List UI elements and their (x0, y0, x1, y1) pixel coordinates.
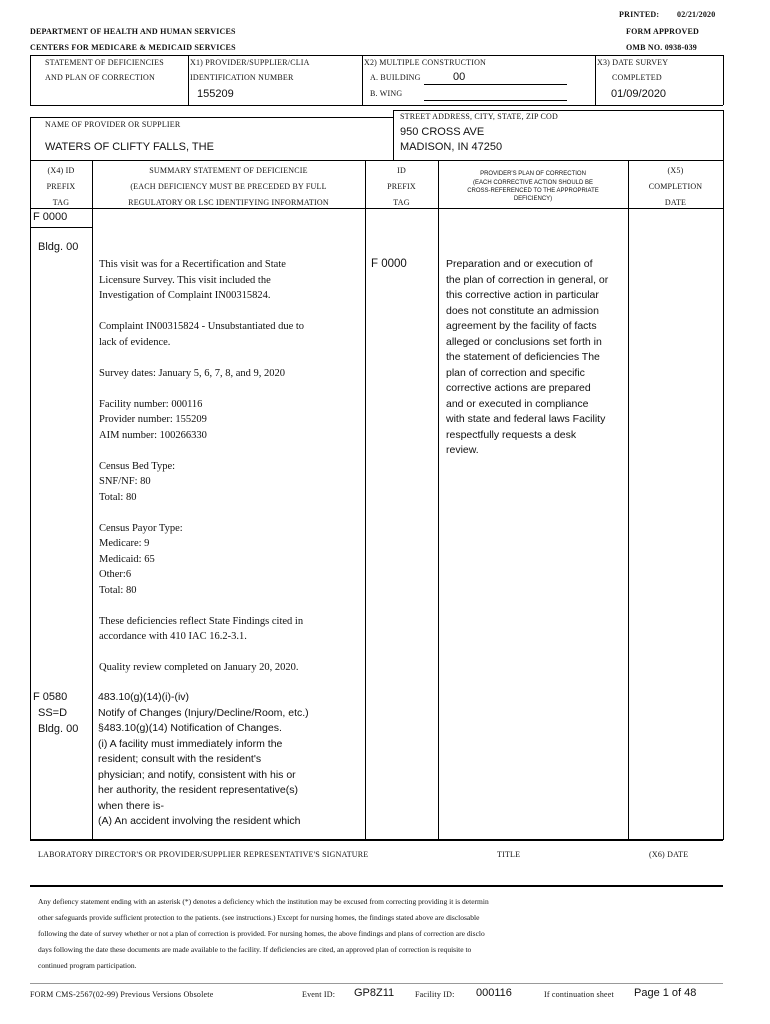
f0580-regulation-text: 483.10(g)(14)(i)-(iv) Notify of Changes (Injury/Decline/Room, etc.) §483.10(g)(14) Notification of Changes. (i) A facility must immediately inform the resident; consult with the resident's physician; and notify, consistent with his or her authority, the resident representative(s) when there is- (A) An accident involving the resident which (98, 691, 309, 827)
id-header-1: ID (397, 166, 406, 175)
building-value: 00 (453, 71, 466, 83)
x2-label: X2) MULTIPLE CONSTRUCTION (364, 58, 487, 67)
tag-f0000: F 0000 (33, 211, 68, 223)
x4-header-1: (X4) ID (47, 166, 75, 175)
plan-header-2: (EACH CORRECTIVE ACTION SHOULD BE (472, 180, 594, 186)
x4-header-2: PREFIX (46, 182, 76, 191)
address-label: STREET ADDRESS, CITY, STATE, ZIP COD (400, 112, 558, 121)
summary-header-2: (EACH DEFICIENCY MUST BE PRECEDED BY FULL (130, 182, 327, 191)
plan-header-4: DEFICIENCY) (513, 196, 553, 202)
provider-name-value: WATERS OF CLIFTY FALLS, THE (45, 141, 214, 153)
survey-date-value: 01/09/2020 (611, 88, 667, 100)
x5-header-2: COMPLETION (648, 182, 703, 191)
x5-header-3: DATE (664, 198, 687, 207)
plan-of-correction: Preparation and or execution of the plan of correction in general, or this corrective action in particular does not constitute an admission agreement by the facility of facts alleged or conclusions set forth in the statement of deficiencies The plan of correction and specific corrective actions are prepared and or executed in compliance with state and federal laws Facility respectfully requests a desk review. (446, 258, 609, 456)
centers-title: CENTERS FOR MEDICARE & MEDICAID SERVICES (30, 43, 236, 52)
x1-label-2: IDENTIFICATION NUMBER (190, 73, 294, 82)
footnote: Any defiency statement ending with an asterisk (*) denotes a deficiency which the institution may be excused from correcting providing it is determin other safeguards provide sufficient protection to the patients. (see instructions.) Except for nursing homes, the findings stated above are disclosable following the date of survey whether or not a plan of correction is provided. For nursing homes, the above findings and plans of correction are disclo days following the date these documents are made available to the facility. If deficiencies are cited, an approved plan of correction is requisite to continued program participation. (38, 897, 489, 970)
continuation-label: If continuation sheet (544, 990, 614, 999)
statement-label-2: AND PLAN OF CORRECTION (45, 73, 155, 82)
id-header-3: TAG (393, 198, 410, 207)
severity-scope: SS=D (38, 707, 68, 719)
form-approved: FORM APPROVED (626, 27, 700, 36)
date-label: (X6) DATE (649, 850, 689, 859)
omb-number: OMB NO. 0938-039 (626, 43, 697, 52)
x1-label-1: X1) PROVIDER/SUPPLIER/CLIA (190, 58, 310, 67)
plan-header-1: PROVIDER'S PLAN OF CORRECTION (480, 171, 586, 177)
summary-paragraph: Census Bed Type: SNF/NF: 80 Total: 80 (99, 460, 176, 503)
event-id-label: Event ID: (302, 990, 336, 999)
summary-statement (99, 257, 361, 691)
event-id-value: GP8Z11 (354, 987, 395, 999)
x3-label-2: COMPLETED (612, 73, 662, 82)
summary-paragraph: Quality review completed on January 20, 2020. (99, 662, 299, 673)
summary-header-3: REGULATORY OR LSC IDENTIFYING INFORMATION (128, 198, 329, 207)
summary-header-1: SUMMARY STATEMENT OF DEFICIENCIE (149, 166, 308, 175)
department-title: DEPARTMENT OF HEALTH AND HUMAN SERVICES (30, 27, 236, 36)
x4-header-3: TAG (52, 198, 70, 207)
summary-paragraph: Survey dates: January 5, 6, 7, 8, and 9, 2020 (99, 367, 286, 379)
address-line-2: MADISON, IN 47250 (400, 141, 503, 153)
summary-paragraph: These deficiencies reflect State Findings cited in accordance with 410 IAC 16.2-3.1. (99, 615, 304, 642)
id-tag-f0000: F 0000 (371, 258, 407, 270)
x3-label-1: X3) DATE SURVEY (597, 58, 669, 67)
summary-paragraph: This visit was for a Recertification and State Licensure Survey. This visit included the Investigation of Complaint IN00315824. (99, 259, 286, 301)
tag-f0580: F 0580 (33, 691, 68, 703)
provider-name-label: NAME OF PROVIDER OR SUPPLIER (45, 120, 181, 129)
address-line-1: 950 CROSS AVE (400, 126, 485, 138)
provider-id-value: 155209 (197, 88, 234, 100)
bldg-00: Bldg. 00 (38, 241, 79, 253)
id-header-2: PREFIX (387, 182, 416, 191)
building-label: A. BUILDING (370, 73, 421, 82)
summary-paragraph: Census Payor Type: Medicare: 9 Medicaid: 65 Other:6 Total: 80 (99, 522, 183, 596)
form-number: FORM CMS-2567(02-99) Previous Versions Obsolete (30, 990, 214, 999)
x5-header-1: (X5) (667, 166, 684, 175)
printed-date: 02/21/2020 (677, 10, 716, 19)
statement-label-1: STATEMENT OF DEFICIENCIES (45, 58, 164, 67)
title-label: TITLE (497, 850, 521, 859)
signature-label: LABORATORY DIRECTOR'S OR PROVIDER/SUPPLIER REPRESENTATIVE'S SIGNATURE (38, 850, 369, 859)
wing-label: B. WING (370, 89, 403, 98)
printed-label: PRINTED: (619, 10, 660, 19)
facility-id-label: Facility ID: (415, 990, 455, 999)
summary-paragraph: Complaint IN00315824 - Unsubstantiated due to lack of evidence. (99, 321, 305, 348)
bldg-00-f0580: Bldg. 00 (38, 723, 79, 735)
summary-paragraph: Facility number: 000116 Provider number: 155209 AIM number: 100266330 (99, 398, 207, 441)
page-number: Page 1 of 48 (634, 987, 697, 999)
facility-id-value: 000116 (476, 987, 512, 999)
plan-header-3: CROSS-REFERENCED TO THE APPROPRIATE (467, 188, 599, 194)
